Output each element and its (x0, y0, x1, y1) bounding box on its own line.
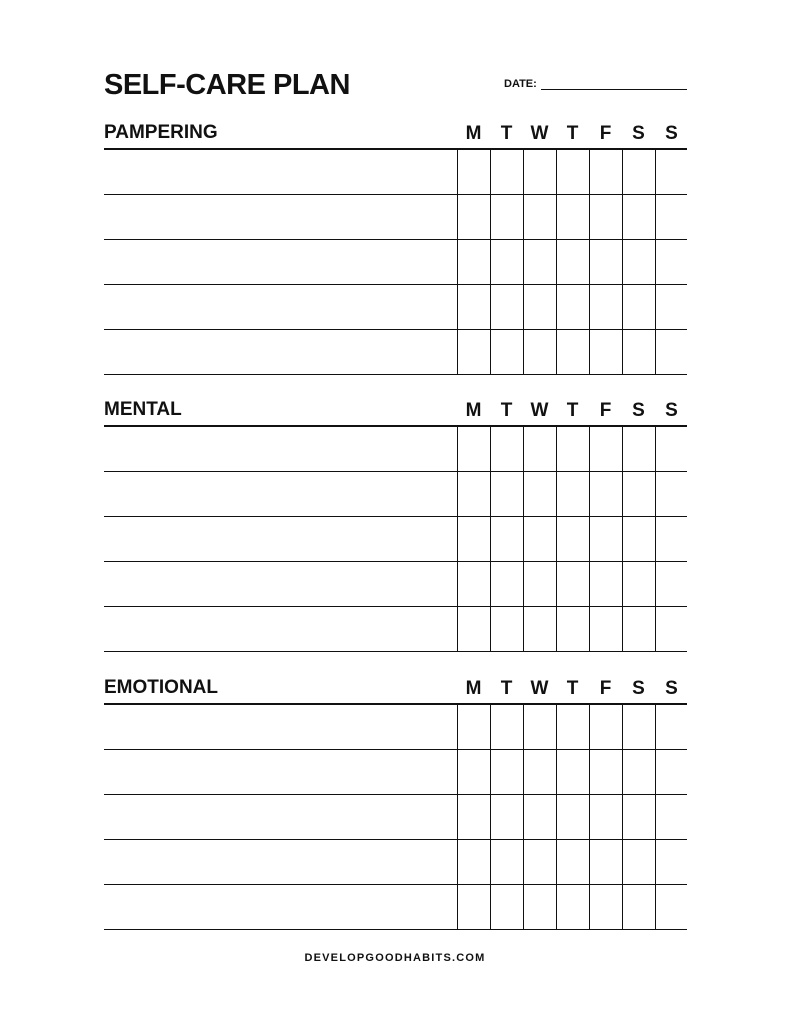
day-checkbox[interactable] (590, 427, 622, 471)
day-checkbox[interactable] (557, 330, 589, 374)
task-entry-line[interactable] (104, 150, 456, 194)
day-checkbox[interactable] (590, 562, 622, 606)
task-entry-line[interactable] (104, 562, 456, 606)
day-header: T (566, 678, 579, 699)
day-checkbox[interactable] (590, 885, 622, 929)
task-entry-line[interactable] (104, 750, 456, 794)
day-checkbox[interactable] (656, 150, 688, 194)
footer-website: DEVELOPGOODHABITS.COM (304, 952, 486, 964)
day-header: W (530, 400, 549, 421)
day-checkbox[interactable] (557, 195, 589, 239)
day-checkbox[interactable] (491, 240, 523, 284)
day-checkbox[interactable] (491, 472, 523, 516)
day-checkbox[interactable] (623, 795, 655, 839)
day-checkbox[interactable] (458, 885, 490, 929)
day-checkbox[interactable] (491, 285, 523, 329)
day-checkbox[interactable] (524, 285, 556, 329)
day-checkbox[interactable] (524, 427, 556, 471)
day-checkbox[interactable] (590, 330, 622, 374)
section-title: EMOTIONAL (104, 677, 218, 698)
day-checkbox[interactable] (590, 472, 622, 516)
task-entry-line[interactable] (104, 607, 456, 651)
day-checkbox[interactable] (623, 472, 655, 516)
day-checkbox[interactable] (524, 517, 556, 561)
day-checkbox[interactable] (458, 562, 490, 606)
day-checkbox[interactable] (623, 240, 655, 284)
day-checkbox[interactable] (458, 285, 490, 329)
day-header: S (665, 678, 678, 699)
row-divider (104, 651, 687, 652)
day-checkbox[interactable] (623, 517, 655, 561)
day-checkbox[interactable] (524, 795, 556, 839)
day-checkbox[interactable] (458, 240, 490, 284)
day-checkbox[interactable] (557, 607, 589, 651)
task-entry-line[interactable] (104, 840, 456, 884)
day-checkbox[interactable] (491, 705, 523, 749)
day-checkbox[interactable] (491, 750, 523, 794)
day-checkbox[interactable] (557, 240, 589, 284)
day-header: S (632, 400, 645, 421)
day-header: W (530, 678, 549, 699)
day-checkbox[interactable] (458, 330, 490, 374)
day-header: W (530, 123, 549, 144)
task-entry-line[interactable] (104, 240, 456, 284)
task-entry-line[interactable] (104, 195, 456, 239)
task-entry-line[interactable] (104, 885, 456, 929)
day-checkbox[interactable] (458, 195, 490, 239)
day-checkbox[interactable] (590, 195, 622, 239)
row-divider (104, 374, 687, 375)
day-header: F (599, 400, 612, 421)
day-checkbox[interactable] (656, 607, 688, 651)
day-checkbox[interactable] (557, 885, 589, 929)
task-entry-line[interactable] (104, 517, 456, 561)
day-checkbox[interactable] (623, 195, 655, 239)
date-label: DATE: (504, 78, 537, 90)
day-checkbox[interactable] (590, 607, 622, 651)
day-checkbox[interactable] (656, 562, 688, 606)
task-entry-line[interactable] (104, 795, 456, 839)
date-field[interactable] (504, 77, 687, 91)
day-checkbox[interactable] (458, 427, 490, 471)
day-checkbox[interactable] (590, 705, 622, 749)
day-checkbox[interactable] (458, 840, 490, 884)
day-checkbox[interactable] (524, 240, 556, 284)
day-header: S (665, 400, 678, 421)
day-header: T (500, 400, 513, 421)
day-checkbox[interactable] (458, 150, 490, 194)
task-entry-line[interactable] (104, 330, 456, 374)
day-checkbox[interactable] (524, 750, 556, 794)
day-header: T (500, 123, 513, 144)
day-checkbox[interactable] (524, 472, 556, 516)
day-checkbox[interactable] (491, 195, 523, 239)
day-checkbox[interactable] (458, 607, 490, 651)
day-checkbox[interactable] (458, 795, 490, 839)
day-checkbox[interactable] (491, 150, 523, 194)
day-checkbox[interactable] (656, 330, 688, 374)
day-checkbox[interactable] (491, 330, 523, 374)
day-checkbox[interactable] (656, 705, 688, 749)
day-checkbox[interactable] (491, 885, 523, 929)
day-checkbox[interactable] (557, 795, 589, 839)
day-checkbox[interactable] (623, 840, 655, 884)
day-header: M (465, 678, 482, 699)
day-checkbox[interactable] (623, 885, 655, 929)
task-entry-line[interactable] (104, 705, 456, 749)
day-checkbox[interactable] (458, 750, 490, 794)
day-checkbox[interactable] (656, 427, 688, 471)
day-header: F (599, 678, 612, 699)
day-checkbox[interactable] (623, 427, 655, 471)
section-title: MENTAL (104, 399, 182, 420)
day-checkbox[interactable] (623, 285, 655, 329)
day-checkbox[interactable] (557, 285, 589, 329)
task-entry-line[interactable] (104, 285, 456, 329)
day-checkbox[interactable] (524, 195, 556, 239)
section-mental (104, 398, 687, 653)
day-checkbox[interactable] (557, 427, 589, 471)
day-checkbox[interactable] (557, 562, 589, 606)
day-checkbox[interactable] (557, 517, 589, 561)
day-header: M (465, 400, 482, 421)
section-emotional (104, 676, 687, 931)
day-checkbox[interactable] (623, 330, 655, 374)
day-checkbox[interactable] (623, 750, 655, 794)
day-checkbox[interactable] (557, 705, 589, 749)
day-checkbox[interactable] (491, 427, 523, 471)
day-checkbox[interactable] (458, 517, 490, 561)
day-checkbox[interactable] (590, 795, 622, 839)
day-checkbox[interactable] (491, 840, 523, 884)
day-checkbox[interactable] (458, 472, 490, 516)
day-checkbox[interactable] (623, 607, 655, 651)
day-checkbox[interactable] (623, 562, 655, 606)
day-checkbox[interactable] (656, 840, 688, 884)
day-checkbox[interactable] (623, 705, 655, 749)
day-checkbox[interactable] (458, 705, 490, 749)
day-header: S (665, 123, 678, 144)
day-header: F (599, 123, 612, 144)
day-checkbox[interactable] (557, 750, 589, 794)
day-checkbox[interactable] (590, 840, 622, 884)
day-checkbox[interactable] (557, 150, 589, 194)
day-checkbox[interactable] (656, 885, 688, 929)
day-checkbox[interactable] (590, 750, 622, 794)
day-header: T (566, 123, 579, 144)
day-checkbox[interactable] (590, 150, 622, 194)
task-entry-line[interactable] (104, 472, 456, 516)
day-checkbox[interactable] (524, 705, 556, 749)
section-title: PAMPERING (104, 122, 218, 143)
day-checkbox[interactable] (656, 285, 688, 329)
day-checkbox[interactable] (623, 150, 655, 194)
day-header: M (465, 123, 482, 144)
row-divider (104, 929, 687, 930)
day-checkbox[interactable] (524, 562, 556, 606)
day-checkbox[interactable] (656, 750, 688, 794)
day-checkbox[interactable] (656, 795, 688, 839)
day-header: S (632, 123, 645, 144)
day-checkbox[interactable] (590, 517, 622, 561)
day-checkbox[interactable] (557, 472, 589, 516)
day-checkbox[interactable] (656, 240, 688, 284)
day-checkbox[interactable] (524, 840, 556, 884)
section-pampering (104, 121, 687, 376)
day-checkbox[interactable] (656, 472, 688, 516)
day-checkbox[interactable] (524, 330, 556, 374)
page-title: SELF-CARE PLAN (104, 69, 350, 101)
day-header: T (566, 400, 579, 421)
day-checkbox[interactable] (524, 885, 556, 929)
day-checkbox[interactable] (491, 562, 523, 606)
day-header: T (500, 678, 513, 699)
day-checkbox[interactable] (491, 795, 523, 839)
day-header: S (632, 678, 645, 699)
day-checkbox[interactable] (656, 195, 688, 239)
date-write-line[interactable] (541, 89, 687, 90)
day-checkbox[interactable] (524, 607, 556, 651)
day-checkbox[interactable] (590, 285, 622, 329)
day-checkbox[interactable] (491, 607, 523, 651)
day-checkbox[interactable] (656, 517, 688, 561)
day-checkbox[interactable] (491, 517, 523, 561)
day-checkbox[interactable] (524, 150, 556, 194)
day-checkbox[interactable] (557, 840, 589, 884)
task-entry-line[interactable] (104, 427, 456, 471)
day-checkbox[interactable] (590, 240, 622, 284)
